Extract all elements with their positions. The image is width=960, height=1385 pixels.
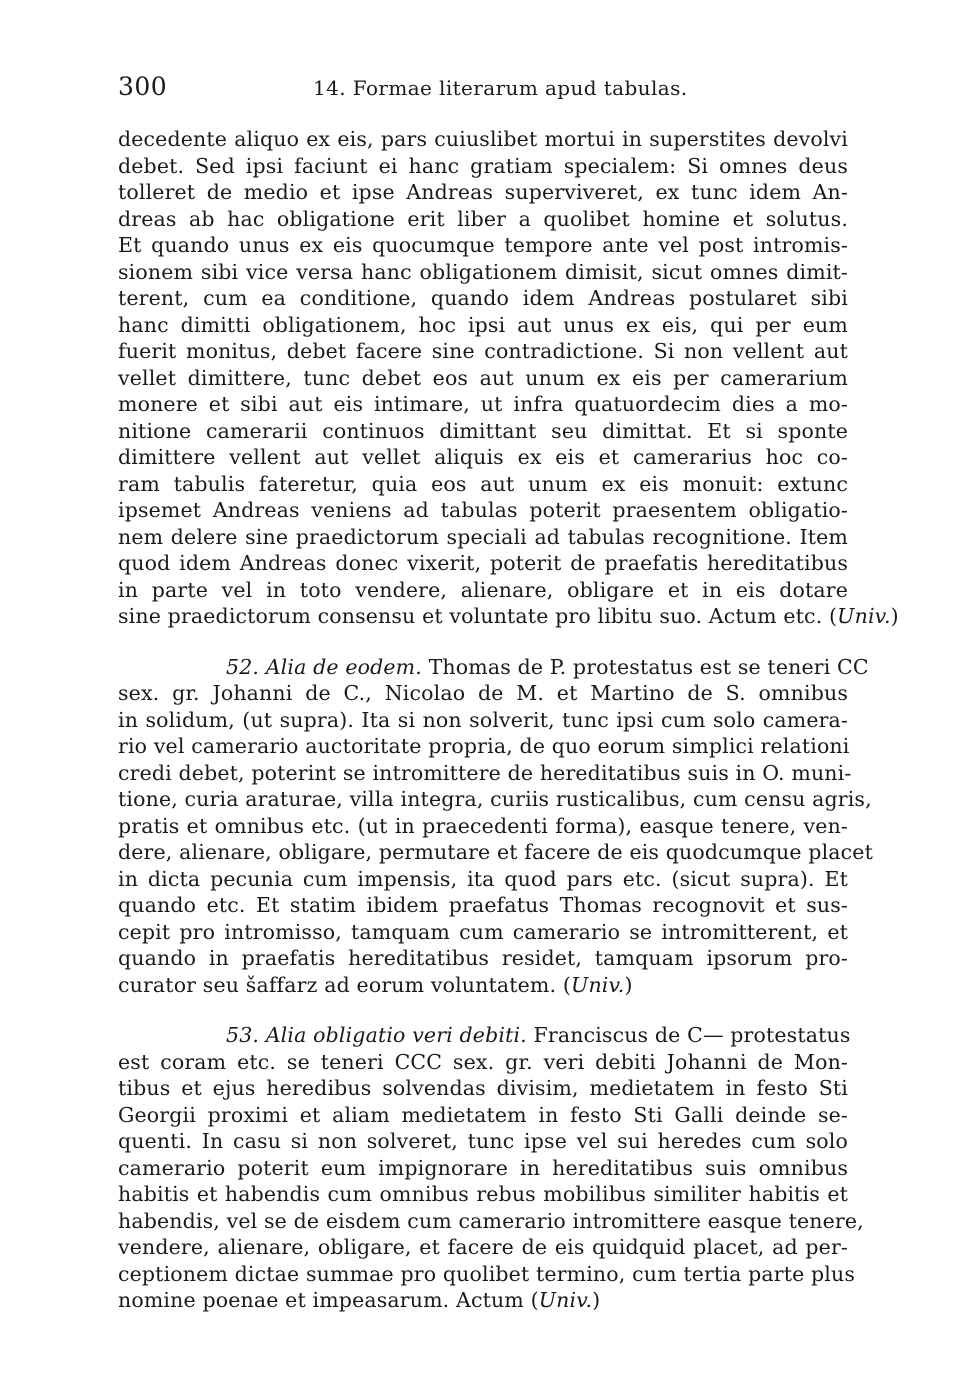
paragraph-continuation [118, 126, 899, 630]
source-reference: Univ. [538, 1288, 593, 1312]
text-fragment: nomine poenae et impeasarum. Actum ( [118, 1288, 539, 1312]
text-line: quando etc. Et statim ibidem praefatus Thomas recognovit et sus- [118, 893, 848, 917]
text-line: habitis et habendis cum omnibus rebus mobilibus similiter habitis et [118, 1182, 848, 1206]
text-line: vendere, alienare, obligare, et facere de eis quidquid placet, ad per- [118, 1235, 848, 1259]
text-fragment: ) [592, 1288, 601, 1312]
text-line-heading [118, 1022, 851, 1049]
text-line: habendis, vel se de eisdem cum camerario intromittere easque tenere, [118, 1208, 864, 1233]
page-body [118, 126, 899, 1314]
text-fragment: sine praedictorum consensu et voluntate pro libitu suo. Actum etc. ( [118, 604, 838, 628]
text-line: ram tabulis fateretur, quia eos aut unum ex eis monuit: extunc [118, 471, 848, 496]
text-line-final [118, 603, 899, 630]
text-line: tolleret de medio et ipse Andreas superviveret, ex tunc idem An- [118, 180, 848, 204]
paragraph-53 [118, 1022, 864, 1314]
text-line: ipsemet Andreas veniens ad tabulas poterit praesentem obligatio- [118, 498, 848, 522]
text-line: fuerit monitus, debet facere sine contradictione. Si non vellent aut [118, 339, 848, 363]
text-line: quenti. In casu si non solveret, tunc ipse vel sui heredes cum solo [118, 1129, 848, 1153]
text-line: nitione camerarii continuos dimittant seu dimittat. Et si sponte [118, 418, 848, 443]
text-line: rio vel camerario auctoritate propria, de quo eorum simplici relationi [118, 734, 850, 758]
running-title: 14. Formae literarum apud tabulas. [313, 76, 688, 100]
text-line: credi debet, poterint se intromittere de hereditatibus suis in O. muni- [118, 760, 852, 785]
source-reference: Univ. [571, 972, 625, 997]
text-line: vellet dimittere, tunc debet eos aut unum ex eis per camerarium [118, 365, 848, 390]
text-line: terent, cum ea conditione, quando idem Andreas postularet sibi [118, 286, 848, 310]
text-fragment: Thomas de P. protestatus est se teneri CC [428, 654, 869, 679]
text-line: in solidum, (ut supra). Ita si non solverit, tunc ipsi cum solo camera- [118, 707, 848, 732]
text-fragment: ) [624, 972, 633, 997]
section-heading: 52. Alia de eodem. [226, 654, 422, 679]
text-line: in dicta pecunia cum impensis, ita quod pars etc. (sicut supra). Et [118, 866, 848, 891]
text-line: debet. Sed ipsi faciunt ei hanc gratiam specialem: Si omnes deus [118, 153, 848, 178]
text-line: cepit pro intromisso, tamquam cum camerario se intromitterent, et [118, 919, 848, 944]
text-line: tibus et ejus heredibus solvendas divisim, medietatem in festo Sti [118, 1076, 848, 1100]
text-line: pratis et omnibus etc. (ut in praecedenti forma), easque tenere, ven- [118, 813, 848, 838]
text-line: in parte vel in toto vendere, alienare, obligare et in eis dotare [118, 577, 848, 602]
page-number: 300 [118, 72, 168, 101]
section-heading: 53. Alia obligatio veri debiti. [226, 1023, 527, 1047]
text-line: dreas ab hac obligatione erit liber a quolibet homine et solutus. [118, 206, 848, 231]
text-line: tione, curia araturae, villa integra, curiis rusticalibus, cum censu agris, [118, 787, 872, 811]
text-fragment: ) [890, 604, 899, 628]
page-header [118, 72, 848, 108]
text-line: nem delere sine praedictorum speciali ad tabulas recognitione. Item [118, 524, 848, 549]
text-line: est coram etc. se teneri CCC sex. gr. veri debiti Johanni de Mon- [118, 1049, 848, 1074]
text-line-final [118, 972, 848, 999]
text-line: sionem sibi vice versa hanc obligationem dimisit, sicut omnes dimit- [118, 259, 848, 284]
text-line: quod idem Andreas donec vixerit, poterit de praefatis hereditatibus [118, 551, 848, 575]
text-line: dere, alienare, obligare, permutare et facere de eis quodcumque placet [118, 840, 873, 864]
source-reference: Univ. [837, 604, 891, 628]
text-line: quando in praefatis hereditatibus residet, tamquam ipsorum pro- [118, 946, 848, 970]
text-line: dimittere vellent aut vellet aliquis ex eis et camerarius hoc co- [118, 445, 848, 469]
text-line: ceptionem dictae summae pro quolibet termino, cum tertia parte plus [118, 1261, 856, 1286]
text-fragment: Franciscus de C— protestatus [533, 1023, 851, 1047]
text-fragment: curator seu šaffarz ad eorum voluntatem. ( [118, 972, 572, 997]
text-line: decedente aliquo ex eis, pars cuiuslibet mortui in superstites devolvi [118, 127, 848, 151]
text-line: camerario poterit eum impignorare in hereditatibus suis omnibus [118, 1155, 848, 1180]
text-line-final [118, 1287, 848, 1314]
text-line: Georgii proximi et aliam medietatem in festo Sti Galli deinde se- [118, 1102, 848, 1127]
text-line-heading [118, 654, 869, 681]
text-line: sex. gr. Johanni de C., Nicolao de M. et Martino de S. omnibus [118, 681, 848, 705]
text-line: Et quando unus ex eis quocumque tempore ante vel post intromis- [118, 233, 848, 257]
text-line: monere et sibi aut eis intimare, ut infra quatuordecim dies a mo- [118, 392, 848, 416]
text-line: hanc dimitti obligationem, hoc ipsi aut unus ex eis, qui per eum [118, 312, 848, 337]
paragraph-52 [118, 654, 873, 999]
